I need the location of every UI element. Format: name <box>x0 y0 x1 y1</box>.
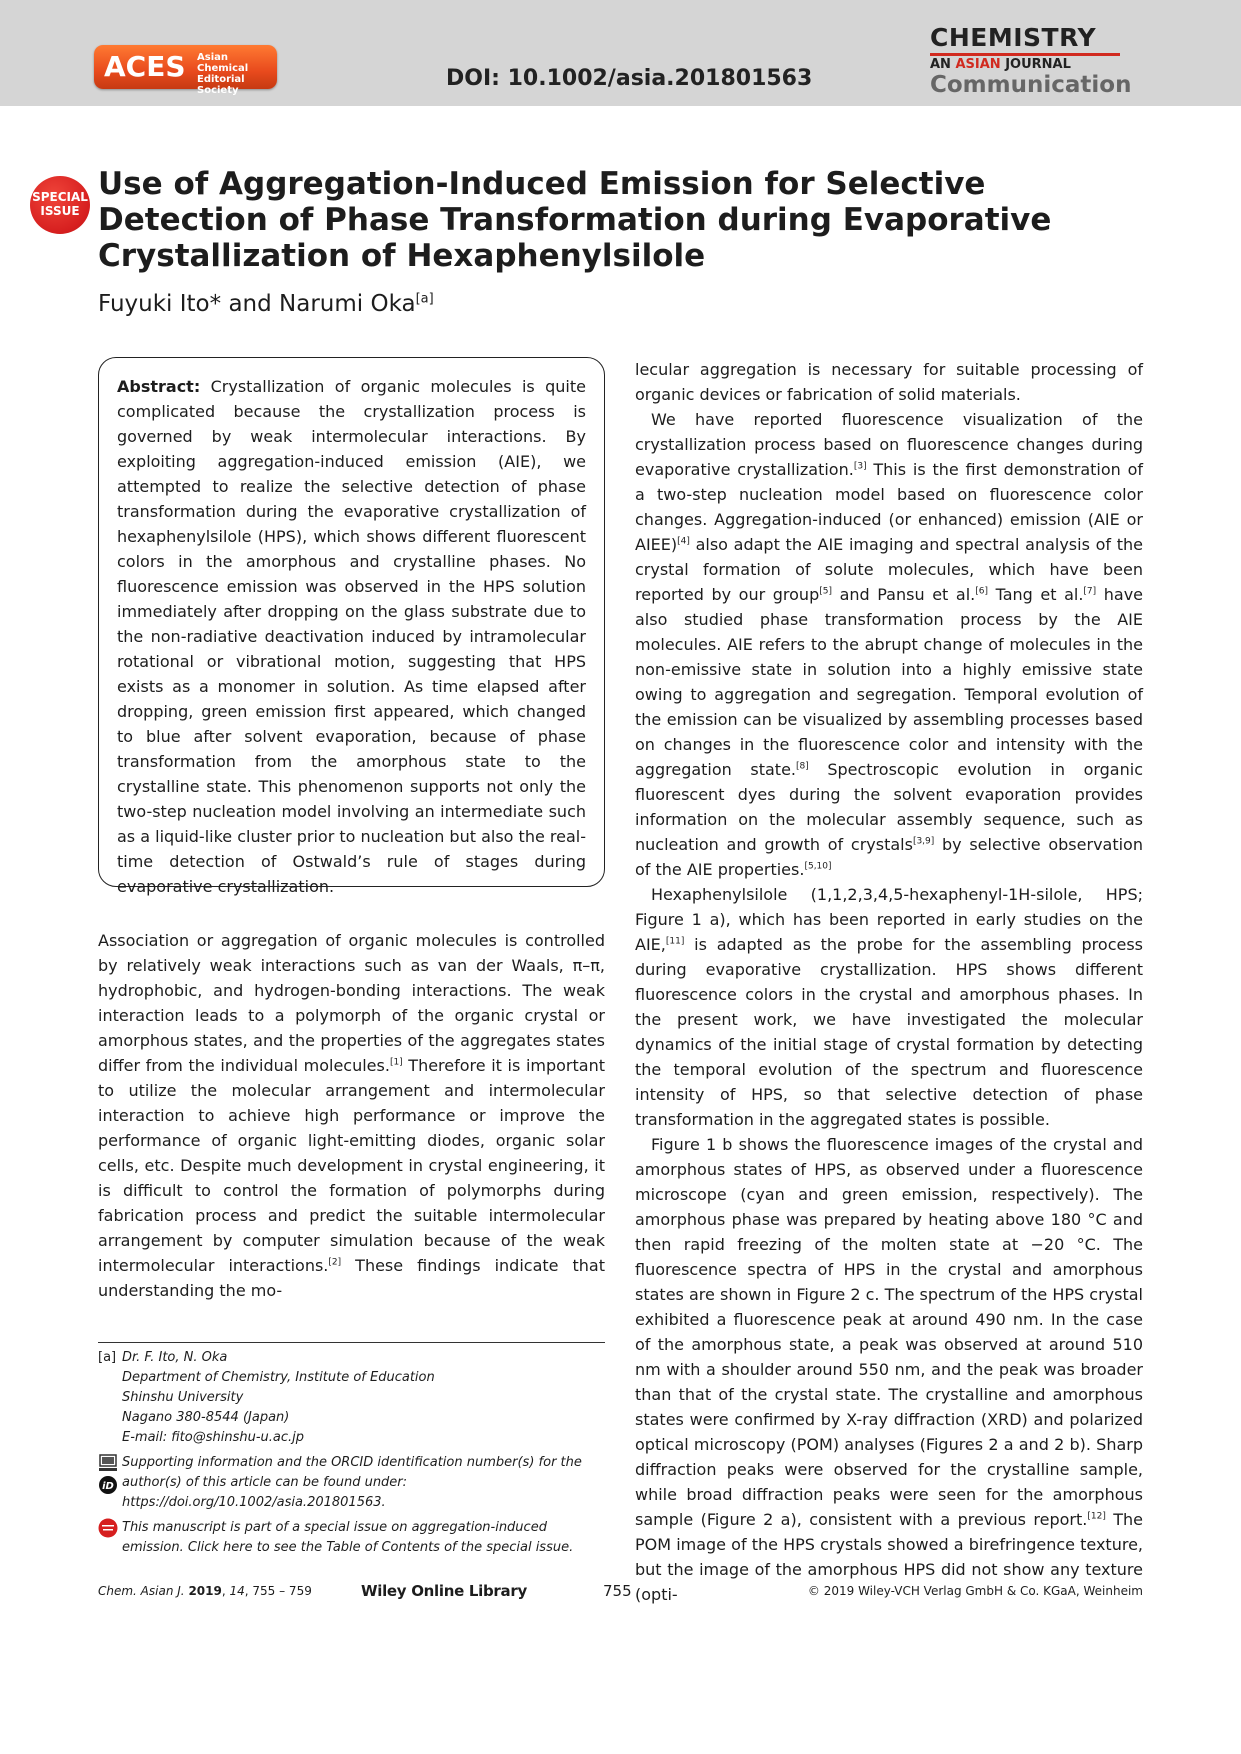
footnote-divider <box>98 1342 605 1343</box>
orcid-icon[interactable] <box>98 1475 118 1495</box>
citation-line: Chem. Asian J. 2019, 14, 755 – 759 <box>98 1584 312 1598</box>
special-issue-footnote <box>98 1518 610 1558</box>
citation-ref[interactable]: [2] <box>328 1257 342 1268</box>
article-type: Communication <box>930 72 1132 98</box>
computer-icon <box>98 1453 118 1473</box>
citation-ref[interactable]: [5,10] <box>804 861 832 872</box>
special-issue-badge[interactable] <box>30 176 90 234</box>
citation-ref[interactable]: [8] <box>796 761 809 772</box>
footnote-marker: [a] <box>98 1350 117 1365</box>
special-issue-icon <box>98 1518 118 1538</box>
abstract-body: Crystallization of organic molecules is quite complicated because the crystallization process is governed by weak intermolecular interactions. By exploiting aggregation-induced emission (AIE), we attempted to realize the selective detection of phase transformation during the evaporative crystallization of hexaphenylsilole (HPS), which shows different fluorescent colors in the amorphous and crystalline phases. No fluorescence emission was observed in the HPS solution immediately after dropping on the glass substrate due to the non-radiative deactivation induced by intramolecular rotational or vibrational motion, suggesting that HPS exists as a monomer in solution. As time elapsed after dropping, green emission first appeared, which changed to blue after solvent evaporation, because of phase transformation from the amorphous state to the crystalline state. This phenomenon supports not only the two-step nucleation model involving an intermediate such as a liquid-like cluster prior to nucleation but also the real-time detection of Ostwald’s rule of stages during evaporative crystallization. <box>117 377 586 896</box>
citation-ref[interactable]: [7] <box>1083 586 1097 597</box>
abstract-box <box>98 357 605 896</box>
citation-ref[interactable]: [4] <box>677 536 690 547</box>
special-issue-text[interactable]: This manuscript is part of a special issue on aggregation-induced emission. Click here to see the Table of Contents of the special issue. <box>122 1520 574 1555</box>
svg-text:iD: iD <box>102 1481 114 1492</box>
left-column-body <box>98 928 605 1303</box>
body-paragraph: Hexaphenylsilole (1,1,2,3,4,5-hexaphenyl-1H-silole, HPS; Figure 1 a), which has been reported in early studies on the AIE,[11] is adapted as the probe for the assembling process during evaporative crystallization. HPS shows different fluorescence colors in the crystal and amorphous phases. In the present work, we have investigated the molecular dynamics of the initial stage of crystal formation by detecting the temporal evolution of the spectrum and fluorescence intensity of HPS, so that selective detection of phase transformation in the aggregated states is possible. <box>635 885 1143 1129</box>
supporting-info-text[interactable]: Supporting information and the ORCID identification number(s) for the author(s) of this article can be found under: https://doi.org/10.1002/asia.201801563. <box>122 1455 582 1510</box>
right-column-body <box>635 357 1143 1607</box>
citation-ref[interactable]: [6] <box>975 586 988 597</box>
affiliation-line: Department of Chemistry, Institute of Education <box>122 1370 435 1385</box>
affiliation-line: Shinshu University <box>122 1390 244 1405</box>
affiliation-footnote <box>98 1348 610 1448</box>
affiliation-marker[interactable]: [a] <box>415 291 434 307</box>
body-paragraph: Figure 1 b shows the fluorescence images of the crystal and amorphous states of HPS, as observed under a fluorescence microscope (cyan and green emission, respectively). The amorphous phase was prepared by heating above 180 °C and then rapid freezing of the molten state at −20 °C. The fluorescence spectra of HPS in the crystal and amorphous states are shown in Figure 2 c. The spectrum of the HPS crystal exhibited a fluorescence peak at around 490 nm. In the case of the amorphous state, a peak was observed at around 510 nm with a shoulder around 550 nm, and the peak was broader than that of the crystal state. The crystalline and amorphous states were confirmed by X-ray diffraction (XRD) and polarized optical microscopy (POM) analyses (Figures 2 a and 2 b). Sharp diffraction peaks were observed for the crystalline sample, while broad diffraction peaks were seen for the amorphous sample (Figure 2 a), consistent with a previous report.[12] The POM image of the HPS crystals showed a birefringence texture, but the image of the amorphous HPS did not show any texture (opti- <box>635 1135 1144 1604</box>
page-number: 755 <box>603 1582 632 1600</box>
aces-logo[interactable] <box>94 45 277 96</box>
journal-rule <box>930 53 1120 56</box>
doi-link[interactable]: DOI: 10.1002/asia.201801563 <box>446 66 813 91</box>
wiley-online-library-link[interactable]: Wiley Online Library <box>361 1582 527 1600</box>
journal-header-band <box>0 0 1241 106</box>
affiliation-email[interactable]: E-mail: fito@shinshu-u.ac.jp <box>122 1430 305 1445</box>
citation-ref[interactable]: [12] <box>1087 1511 1106 1522</box>
aces-logo-subtitle: Asian Chemical Editorial Society <box>197 52 249 96</box>
citation-ref[interactable]: [3] <box>853 461 867 472</box>
journal-logo[interactable] <box>930 24 1150 97</box>
aces-logo-text: ACES <box>104 50 186 83</box>
journal-subname: AN ASIAN JOURNAL <box>930 57 1071 72</box>
supporting-info-footnote <box>98 1453 610 1513</box>
article-title: Use of Aggregation-Induced Emission for Selective Detection of Phase Transformation during Evaporative Crystallization of Hexaphenylsilole <box>98 166 1052 274</box>
citation-ref[interactable]: [11] <box>665 936 685 947</box>
copyright: © 2019 Wiley-VCH Verlag GmbH & Co. KGaA, Weinheim <box>807 1584 1143 1598</box>
body-paragraph: We have reported fluorescence visualization of the crystallization process based on fluorescence changes during evaporative crystallization.[3] This is the first demonstration of a two-step nucleation model based on fluorescence color changes. Aggregation-induced (or enhanced) emission (AIE or AIEE)[4] also adapt the AIE imaging and spectral analysis of the crystal formation of solute molecules, which have been reported by our group[5] and Pansu et al.[6] Tang et al.[7] have also studied phase transformation process by the AIE molecules. AIE refers to the abrupt change of molecules in the non-emissive state in solution into a highly emissive state owing to aggregation and segregation. Temporal evolution of the emission can be visualized by assembling processes based on changes in the fluorescence color and intensity with the aggregation state.[8] Spectroscopic evolution in organic fluorescent dyes during the solvent evaporation provides information on the molecular assembly sequence, such as nucleation and growth of crystals[3,9] by selective observation of the AIE properties.[5,10] <box>635 410 1144 879</box>
page-footer <box>0 1582 1241 1604</box>
abstract-paragraph <box>117 374 586 899</box>
badge-line-1: SPECIAL <box>32 190 88 204</box>
citation-ref[interactable]: [3,9] <box>912 836 935 847</box>
badge-line-2: ISSUE <box>40 204 80 218</box>
author-names: Fuyuki Ito* and Narumi Oka <box>98 291 416 317</box>
footnotes <box>98 1348 610 1558</box>
citation-ref[interactable]: [1] <box>389 1057 403 1068</box>
journal-name: CHEMISTRY <box>930 23 1097 52</box>
affiliation-line: Nagano 380-8544 (Japan) <box>122 1410 290 1425</box>
body-paragraph: Association or aggregation of organic molecules is controlled by relatively weak interactions such as van der Waals, π–π, hydrophobic, and hydrogen-bonding interactions. The weak interaction leads to a polymorph of the organic crystal or amorphous states, and the properties of the aggregates states differ from the individual molecules.[1] Therefore it is important to utilize the molecular arrangement and intermolecular interaction to achieve high performance or improve the performance of organic light-emitting diodes, organic solar cells, etc. Despite much development in crystal engineering, it is difficult to control the formation of polymorphs during fabrication process and predict the suitable intermolecular arrangement by computer simulation because of the weak intermolecular interactions.[2] These findings indicate that understanding the mo- <box>98 931 606 1300</box>
affiliation-line: Dr. F. Ito, N. Oka <box>122 1350 228 1365</box>
abstract-label: Abstract: <box>117 377 201 396</box>
body-paragraph: lecular aggregation is necessary for suitable processing of organic devices or fabrication of solid materials. <box>635 360 1143 404</box>
citation-ref[interactable]: [5] <box>819 586 832 597</box>
article-authors <box>98 291 434 317</box>
